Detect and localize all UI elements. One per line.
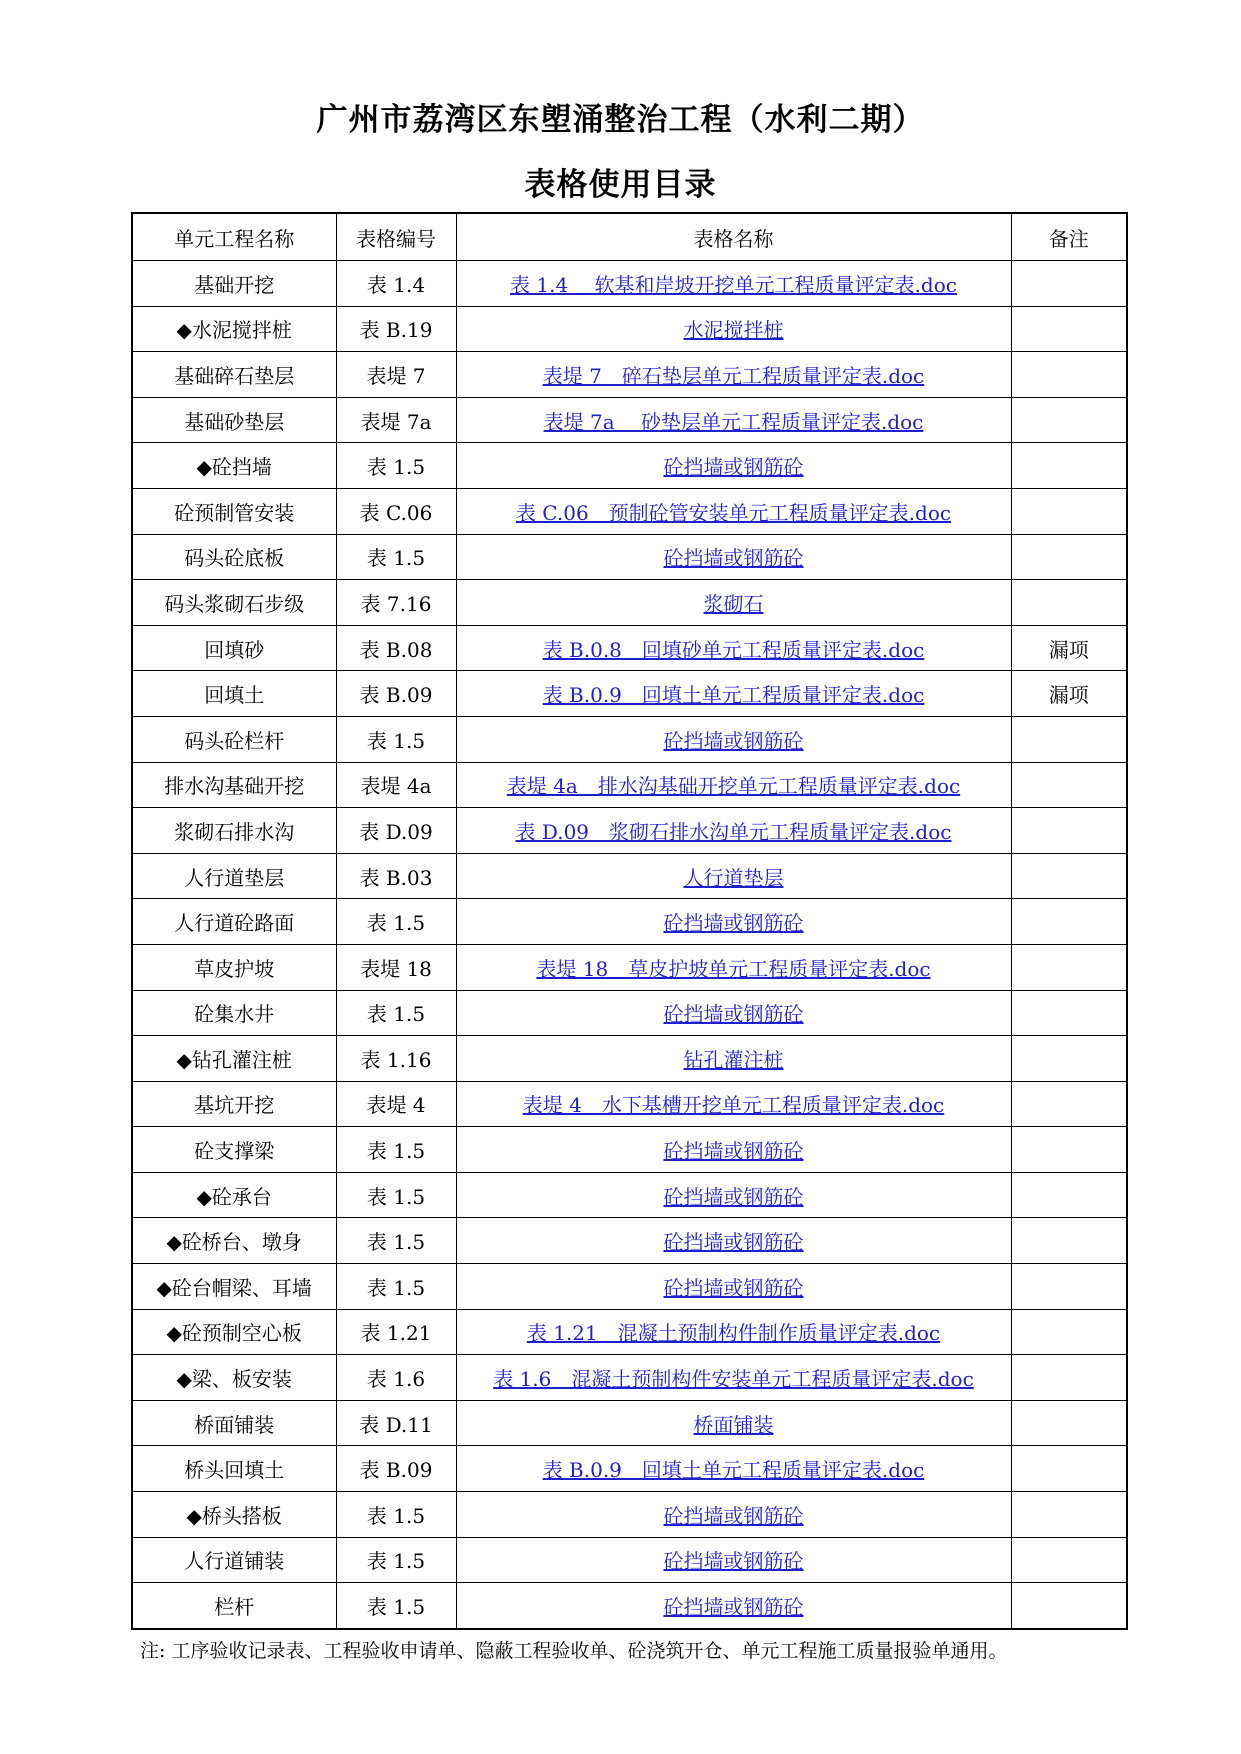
form-name-cell xyxy=(456,306,1011,352)
table-row xyxy=(132,1400,1127,1446)
remark-cell xyxy=(1011,488,1127,534)
form-document-link[interactable]: 表 C.06 预制砼管安装单元工程质量评定表.doc xyxy=(515,500,952,525)
form-code-cell: 表 B.08 xyxy=(336,625,456,671)
form-name-cell xyxy=(456,762,1011,808)
form-document-link[interactable]: 钻孔灌注桩 xyxy=(683,1047,784,1072)
remark-cell xyxy=(1011,1537,1127,1583)
unit-name-cell: ◆水泥搅拌桩 xyxy=(132,306,336,352)
table-row xyxy=(132,1492,1127,1538)
remark-cell xyxy=(1011,1446,1127,1492)
form-name-cell xyxy=(456,1081,1011,1127)
table-row xyxy=(132,1355,1127,1401)
form-document-link[interactable]: 表 1.6 混凝土预制构件安装单元工程质量评定表.doc xyxy=(493,1367,974,1392)
remark-cell xyxy=(1011,1036,1127,1082)
table-row xyxy=(132,397,1127,443)
form-code-cell: 表 1.16 xyxy=(336,1036,456,1082)
remark-cell xyxy=(1011,352,1127,398)
table-row xyxy=(132,671,1127,717)
form-code-cell: 表 1.5 xyxy=(336,1537,456,1583)
form-code-cell: 表 B.03 xyxy=(336,853,456,899)
unit-name-cell: ◆砼预制空心板 xyxy=(132,1309,336,1355)
remark-cell xyxy=(1011,261,1127,307)
form-document-link[interactable]: 表堤 4 水下基槽开挖单元工程质量评定表.doc xyxy=(522,1093,945,1118)
form-code-cell: 表 B.19 xyxy=(336,306,456,352)
unit-name-cell: 砼预制管安装 xyxy=(132,488,336,534)
table-row xyxy=(132,1036,1127,1082)
table-row xyxy=(132,1446,1127,1492)
form-document-link[interactable]: 表堤 18 草皮护坡单元工程质量评定表.doc xyxy=(536,956,931,981)
form-code-cell: 表 1.5 xyxy=(336,990,456,1036)
form-name-cell xyxy=(456,671,1011,717)
form-name-cell xyxy=(456,1537,1011,1583)
remark-cell xyxy=(1011,716,1127,762)
form-code-cell: 表堤 7 xyxy=(336,352,456,398)
unit-name-cell: 砼集水井 xyxy=(132,990,336,1036)
unit-name-cell: 基础开挖 xyxy=(132,261,336,307)
unit-name-cell: 基础砂垫层 xyxy=(132,397,336,443)
table-header-row xyxy=(132,213,1127,261)
form-document-link[interactable]: 表 B.0.9 回填土单元工程质量评定表.doc xyxy=(542,1458,925,1483)
table-row xyxy=(132,352,1127,398)
remark-cell xyxy=(1011,1218,1127,1264)
form-document-link[interactable]: 砼挡墙或钢筋砼 xyxy=(663,455,804,480)
form-code-cell: 表 1.5 xyxy=(336,1264,456,1310)
table-row xyxy=(132,261,1127,307)
form-catalog-table xyxy=(131,212,1128,1630)
table-row xyxy=(132,1537,1127,1583)
form-document-link[interactable]: 表 1.21 混凝土预制构件制作质量评定表.doc xyxy=(526,1321,941,1346)
table-row xyxy=(132,306,1127,352)
form-document-link[interactable]: 水泥搅拌桩 xyxy=(683,318,784,343)
form-code-cell: 表 1.5 xyxy=(336,716,456,762)
form-code-cell: 表堤 4a xyxy=(336,762,456,808)
form-code-cell: 表 1.6 xyxy=(336,1355,456,1401)
header-form-code: 表格编号 xyxy=(336,213,456,261)
form-name-cell xyxy=(456,808,1011,854)
form-document-link[interactable]: 表堤 4a 排水沟基础开挖单元工程质量评定表.doc xyxy=(506,774,961,799)
unit-name-cell: 回填土 xyxy=(132,671,336,717)
form-name-cell xyxy=(456,1446,1011,1492)
remark-cell: 漏项 xyxy=(1011,671,1127,717)
remark-cell xyxy=(1011,1400,1127,1446)
table-row xyxy=(132,1127,1127,1173)
form-name-cell xyxy=(456,716,1011,762)
form-document-link[interactable]: 砼挡墙或钢筋砼 xyxy=(663,1002,804,1027)
unit-name-cell: 草皮护坡 xyxy=(132,944,336,990)
remark-cell: 漏项 xyxy=(1011,625,1127,671)
table-row xyxy=(132,1309,1127,1355)
form-document-link[interactable]: 表 B.0.9 回填土单元工程质量评定表.doc xyxy=(542,683,925,708)
remark-cell xyxy=(1011,944,1127,990)
form-document-link[interactable]: 表堤 7a 砂垫层单元工程质量评定表.doc xyxy=(543,409,924,434)
remark-cell xyxy=(1011,990,1127,1036)
remark-cell xyxy=(1011,534,1127,580)
unit-name-cell: 回填砂 xyxy=(132,625,336,671)
form-name-cell xyxy=(456,899,1011,945)
form-document-link[interactable]: 表 B.0.8 回填砂单元工程质量评定表.doc xyxy=(542,637,925,662)
table-row xyxy=(132,1218,1127,1264)
unit-name-cell: 码头浆砌石步级 xyxy=(132,580,336,626)
remark-cell xyxy=(1011,1081,1127,1127)
form-document-link[interactable]: 浆砌石 xyxy=(703,591,764,616)
form-name-cell xyxy=(456,397,1011,443)
form-document-link[interactable]: 桥面铺装 xyxy=(693,1412,774,1437)
unit-name-cell: 桥头回填土 xyxy=(132,1446,336,1492)
unit-name-cell: 浆砌石排水沟 xyxy=(132,808,336,854)
table-row xyxy=(132,1264,1127,1310)
form-name-cell xyxy=(456,488,1011,534)
unit-name-cell: 人行道砼路面 xyxy=(132,899,336,945)
remark-cell xyxy=(1011,1264,1127,1310)
remark-cell xyxy=(1011,853,1127,899)
remark-cell xyxy=(1011,899,1127,945)
table-row xyxy=(132,1583,1127,1629)
form-code-cell: 表 7.16 xyxy=(336,580,456,626)
form-name-cell xyxy=(456,1583,1011,1629)
unit-name-cell: 桥面铺装 xyxy=(132,1400,336,1446)
table-row xyxy=(132,1172,1127,1218)
header-form-name: 表格名称 xyxy=(456,213,1011,261)
form-code-cell: 表 1.5 xyxy=(336,1218,456,1264)
form-document-link[interactable]: 砼挡墙或钢筋砼 xyxy=(663,1184,804,1209)
form-document-link[interactable]: 砼挡墙或钢筋砼 xyxy=(663,1275,804,1300)
unit-name-cell: 栏杆 xyxy=(132,1583,336,1629)
table-row xyxy=(132,716,1127,762)
form-document-link[interactable]: 砼挡墙或钢筋砼 xyxy=(663,1230,804,1255)
form-name-cell xyxy=(456,1492,1011,1538)
form-code-cell: 表 1.5 xyxy=(336,1492,456,1538)
unit-name-cell: ◆桥头搭板 xyxy=(132,1492,336,1538)
unit-name-cell: 砼支撑梁 xyxy=(132,1127,336,1173)
remark-cell xyxy=(1011,1172,1127,1218)
form-name-cell xyxy=(456,352,1011,398)
unit-name-cell: 排水沟基础开挖 xyxy=(132,762,336,808)
remark-cell xyxy=(1011,1492,1127,1538)
remark-cell xyxy=(1011,808,1127,854)
form-document-link[interactable]: 砼挡墙或钢筋砼 xyxy=(663,1139,804,1164)
form-name-cell xyxy=(456,625,1011,671)
form-name-cell xyxy=(456,1036,1011,1082)
table-row xyxy=(132,625,1127,671)
unit-name-cell: ◆砼桥台、墩身 xyxy=(132,1218,336,1264)
form-name-cell xyxy=(456,1127,1011,1173)
form-document-link[interactable]: 表 D.09 浆砌石排水沟单元工程质量评定表.doc xyxy=(515,819,952,844)
form-code-cell: 表堤 7a xyxy=(336,397,456,443)
table-row xyxy=(132,944,1127,990)
remark-cell xyxy=(1011,443,1127,489)
unit-name-cell: 人行道铺装 xyxy=(132,1537,336,1583)
form-code-cell: 表 B.09 xyxy=(336,1446,456,1492)
page-title: 广州市荔湾区东塱涌整治工程（水利二期） xyxy=(316,102,925,138)
table-row xyxy=(132,488,1127,534)
form-code-cell: 表 1.5 xyxy=(336,534,456,580)
unit-name-cell: ◆梁、板安装 xyxy=(132,1355,336,1401)
table-row xyxy=(132,534,1127,580)
form-document-link[interactable]: 砼挡墙或钢筋砼 xyxy=(663,1503,804,1528)
remark-cell xyxy=(1011,1309,1127,1355)
table-row xyxy=(132,762,1127,808)
table-row xyxy=(132,580,1127,626)
table-row xyxy=(132,1081,1127,1127)
form-name-cell xyxy=(456,990,1011,1036)
form-name-cell xyxy=(456,1355,1011,1401)
form-code-cell: 表堤 4 xyxy=(336,1081,456,1127)
remark-cell xyxy=(1011,1355,1127,1401)
form-name-cell xyxy=(456,534,1011,580)
form-document-link[interactable]: 砼挡墙或钢筋砼 xyxy=(663,1595,804,1620)
form-code-cell: 表 1.5 xyxy=(336,1583,456,1629)
unit-name-cell: 基坑开挖 xyxy=(132,1081,336,1127)
unit-name-cell: ◆砼挡墙 xyxy=(132,443,336,489)
remark-cell xyxy=(1011,1127,1127,1173)
unit-name-cell: 基础碎石垫层 xyxy=(132,352,336,398)
form-code-cell: 表 1.5 xyxy=(336,899,456,945)
form-name-cell xyxy=(456,853,1011,899)
form-code-cell: 表 1.5 xyxy=(336,1127,456,1173)
form-code-cell: 表 D.11 xyxy=(336,1400,456,1446)
form-document-link[interactable]: 人行道垫层 xyxy=(683,865,784,890)
form-name-cell xyxy=(456,1218,1011,1264)
page-subtitle: 表格使用目录 xyxy=(524,167,717,203)
unit-name-cell: ◆砼台帽梁、耳墙 xyxy=(132,1264,336,1310)
form-name-cell xyxy=(456,1400,1011,1446)
form-document-link[interactable]: 砼挡墙或钢筋砼 xyxy=(663,1549,804,1574)
form-document-link[interactable]: 砼挡墙或钢筋砼 xyxy=(663,911,804,936)
form-code-cell: 表堤 18 xyxy=(336,944,456,990)
unit-name-cell: 人行道垫层 xyxy=(132,853,336,899)
form-name-cell xyxy=(456,1309,1011,1355)
form-code-cell: 表 D.09 xyxy=(336,808,456,854)
table-row xyxy=(132,808,1127,854)
remark-cell xyxy=(1011,580,1127,626)
unit-name-cell: ◆砼承台 xyxy=(132,1172,336,1218)
remark-cell xyxy=(1011,1583,1127,1629)
table-row xyxy=(132,443,1127,489)
form-code-cell: 表 C.06 xyxy=(336,488,456,534)
unit-name-cell: 码头砼底板 xyxy=(132,534,336,580)
remark-cell xyxy=(1011,306,1127,352)
header-remark: 备注 xyxy=(1011,213,1127,261)
form-code-cell: 表 1.5 xyxy=(336,1172,456,1218)
table-row xyxy=(132,990,1127,1036)
form-name-cell xyxy=(456,1264,1011,1310)
table-row xyxy=(132,899,1127,945)
remark-cell xyxy=(1011,762,1127,808)
unit-name-cell: 码头砼栏杆 xyxy=(132,716,336,762)
form-document-link[interactable]: 砼挡墙或钢筋砼 xyxy=(663,728,804,753)
form-code-cell: 表 B.09 xyxy=(336,671,456,717)
remark-cell xyxy=(1011,397,1127,443)
footnote: 注: 工序验收记录表、工程验收申请单、隐蔽工程验收单、砼浇筑开仓、单元工程施工质量报验单通用。 xyxy=(140,1640,1008,1662)
form-document-link[interactable]: 表 1.4 软基和岸坡开挖单元工程质量评定表.doc xyxy=(510,272,957,297)
unit-name-cell: ◆钻孔灌注桩 xyxy=(132,1036,336,1082)
table-row xyxy=(132,853,1127,899)
form-name-cell xyxy=(456,443,1011,489)
form-code-cell: 表 1.4 xyxy=(336,261,456,307)
form-document-link[interactable]: 表堤 7 碎石垫层单元工程质量评定表.doc xyxy=(542,363,925,388)
header-unit-name: 单元工程名称 xyxy=(132,213,336,261)
form-name-cell xyxy=(456,580,1011,626)
form-name-cell xyxy=(456,944,1011,990)
form-document-link[interactable]: 砼挡墙或钢筋砼 xyxy=(663,546,804,571)
form-code-cell: 表 1.21 xyxy=(336,1309,456,1355)
form-name-cell xyxy=(456,261,1011,307)
form-name-cell xyxy=(456,1172,1011,1218)
form-code-cell: 表 1.5 xyxy=(336,443,456,489)
